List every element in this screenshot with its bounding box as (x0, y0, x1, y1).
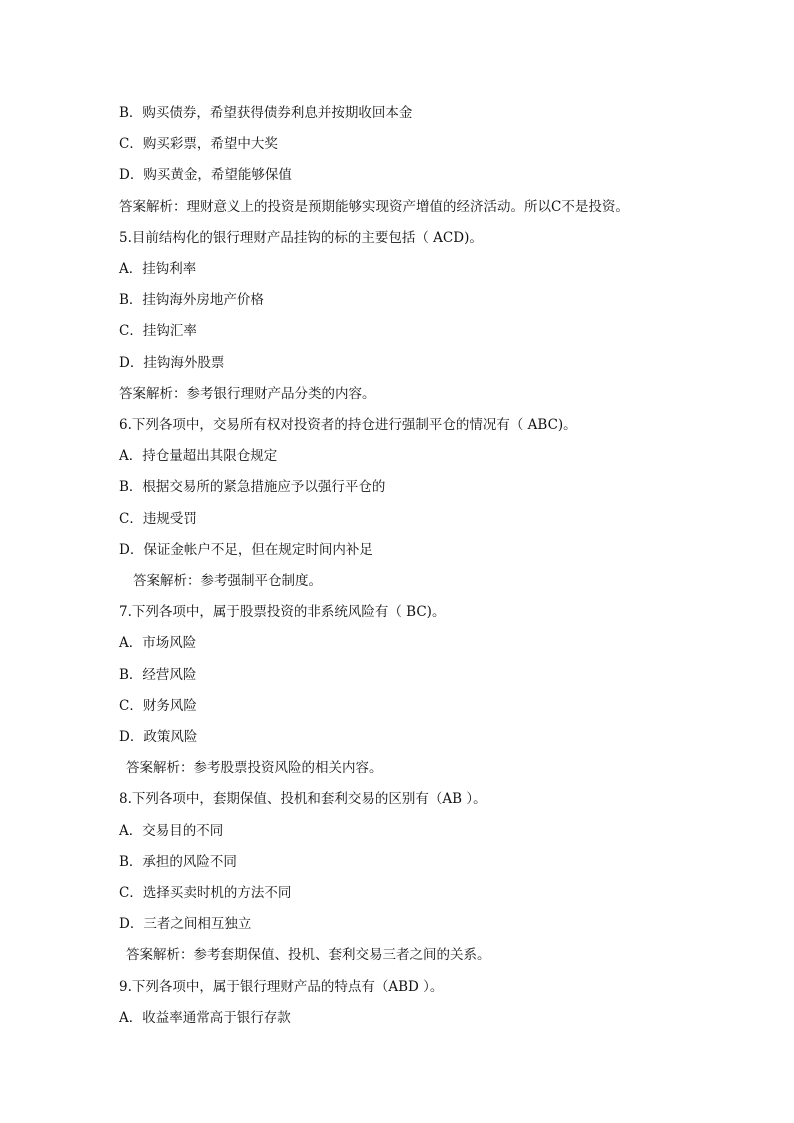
option-line: D．保证金帐户不足，但在规定时间内补足 (119, 542, 373, 558)
question-line: 8.下列各项中，套期保值、投机和套利交易的区别有（AB ）。 (119, 791, 487, 807)
option-line: A．挂钩利率 (119, 261, 197, 277)
option-line: D．挂钩海外股票 (119, 355, 225, 371)
option-line: C．违规受罚 (119, 511, 197, 527)
option-line: B．承担的风险不同 (119, 854, 237, 870)
option-line: D．三者之间相互独立 (119, 916, 252, 932)
question-line: 7.下列各项中，属于股票投资的非系统风险有（ BC)。 (119, 604, 446, 620)
answer-explanation: 答案解析：参考套期保值、投机、套利交易三者之间的关系。 (126, 947, 491, 963)
answer-explanation: 答案解析：参考股票投资风险的相关内容。 (126, 760, 383, 776)
question-line: 6.下列各项中，交易所有权对投资者的持仓进行强制平仓的情况有（ ABC)。 (119, 417, 577, 433)
option-line: B．根据交易所的紧急措施应予以强行平仓的 (119, 479, 386, 495)
option-line: B．经营风险 (119, 667, 197, 683)
question-line: 9.下列各项中，属于银行理财产品的特点有（ABD ）。 (119, 979, 444, 995)
option-line: B．挂钩海外房地产价格 (119, 292, 264, 308)
option-line: C．选择买卖时机的方法不同 (119, 885, 292, 901)
option-line: D．购买黄金，希望能够保值 (119, 167, 292, 183)
answer-explanation: 答案解析：参考银行理财产品分类的内容。 (119, 386, 376, 402)
option-line: A．收益率通常高于银行存款 (119, 1010, 291, 1026)
option-line: A．持仓量超出其限仓规定 (119, 448, 278, 464)
answer-explanation: 答案解析：理财意义上的投资是预期能够实现资产增值的经济活动。所以C不是投资。 (119, 199, 629, 215)
option-line: C．财务风险 (119, 698, 197, 714)
option-line: A．市场风险 (119, 635, 197, 651)
option-line: B．购买债券，希望获得债券利息并按期收回本金 (119, 105, 413, 121)
question-line: 5.目前结构化的银行理财产品挂钩的标的主要包括（ ACD)。 (119, 230, 483, 246)
option-line: D．政策风险 (119, 729, 198, 745)
option-line: C．挂钩汇率 (119, 323, 197, 339)
answer-explanation: 答案解析：参考强制平仓制度。 (133, 573, 322, 589)
option-line: C．购买彩票，希望中大奖 (119, 136, 278, 152)
option-line: A．交易目的不同 (119, 823, 224, 839)
